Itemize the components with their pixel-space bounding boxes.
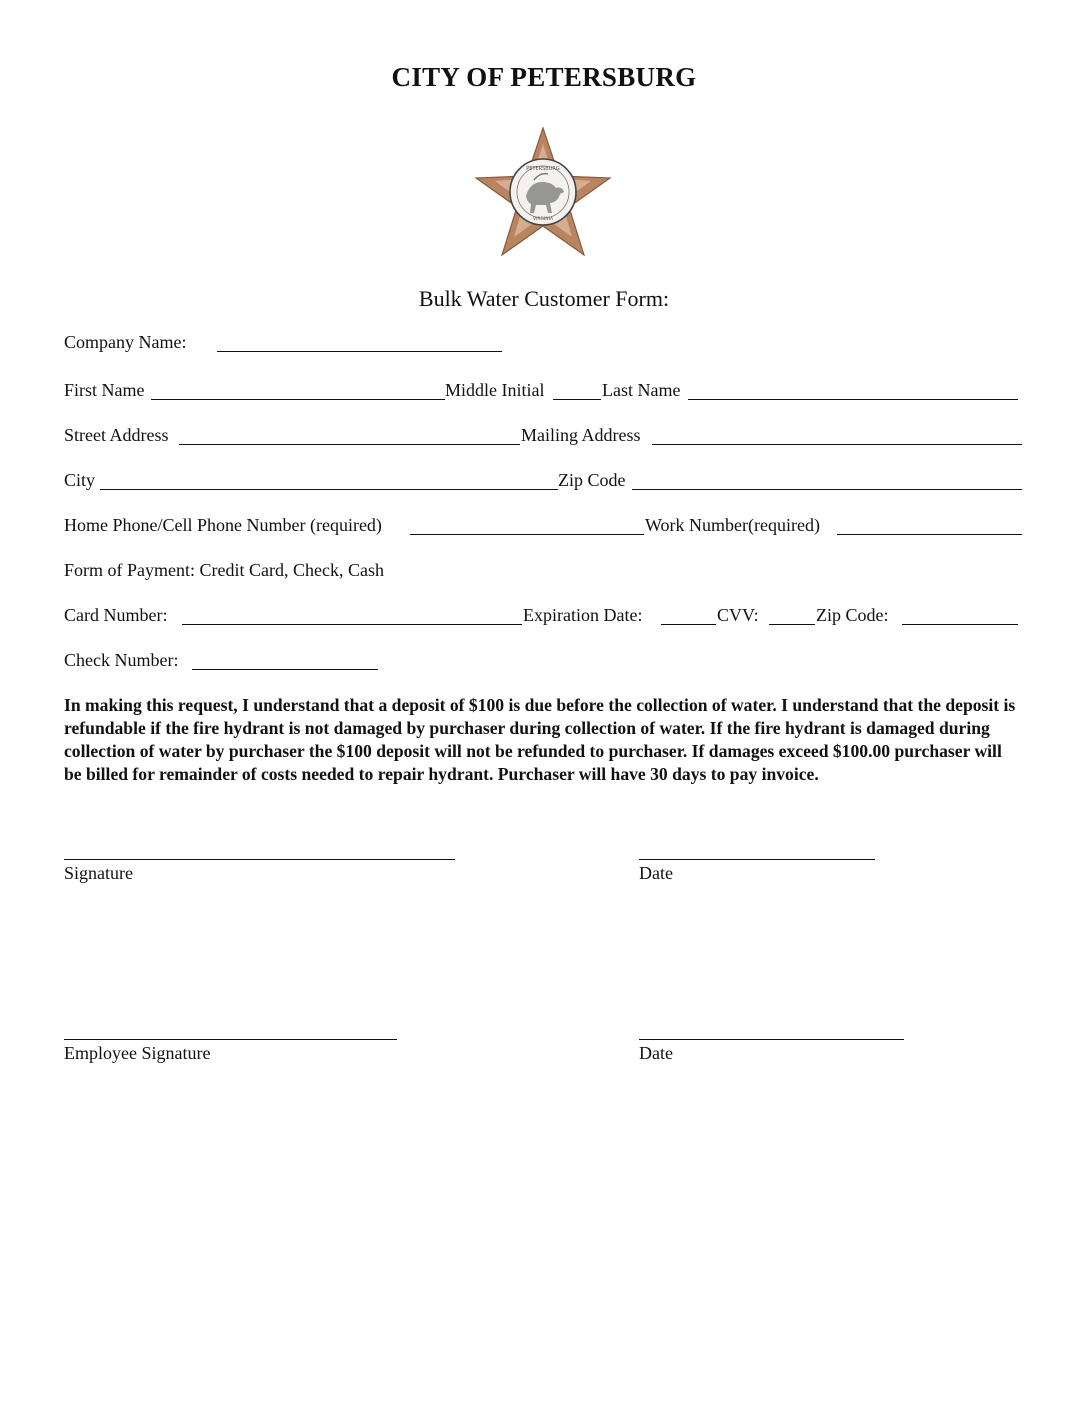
cvv-field[interactable] <box>769 624 815 625</box>
cvv-label: CVV: <box>717 605 759 625</box>
date-field-1[interactable] <box>639 859 875 860</box>
expiration-date-field[interactable] <box>661 624 716 625</box>
form-title: Bulk Water Customer Form: <box>418 286 670 311</box>
card-zip-label: Zip Code: <box>816 605 889 625</box>
signature-field[interactable] <box>64 859 455 860</box>
middle-initial-label: Middle Initial <box>445 380 545 400</box>
employee-signature-label: Employee Signature <box>64 1043 211 1063</box>
last-name-field[interactable] <box>688 399 1018 400</box>
street-address-field[interactable] <box>179 444 520 445</box>
deposit-notice: In making this request, I understand that a deposit of $100 is due before the collection of water. I understand that the deposit is refundable if the fire hydrant is not damaged by purchaser during collection of water. If the fire hydrant is damaged during collection of water by purchaser the $100 deposit will not be refunded to purchaser. If damages exceed $100.00 purchaser will be billed for remainder of costs needed to repair hydrant. Purchaser will have 30 days to pay invoice. <box>64 695 1016 784</box>
mailing-address-field[interactable] <box>652 444 1022 445</box>
home-phone-label: Home Phone/Cell Phone Number (required) <box>64 515 382 535</box>
first-name-field[interactable] <box>151 399 445 400</box>
payment-form-label: Form of Payment: Credit Card, Check, Cash <box>64 560 384 580</box>
date-label-1: Date <box>639 863 673 883</box>
svg-text:PETERSBURG: PETERSBURG <box>526 166 560 172</box>
svg-text:VIRGINIA: VIRGINIA <box>532 217 554 222</box>
check-number-field[interactable] <box>192 669 378 670</box>
home-phone-field[interactable] <box>410 534 644 535</box>
date-field-2[interactable] <box>639 1039 904 1040</box>
card-zip-field[interactable] <box>902 624 1018 625</box>
city-seal-star-icon <box>474 126 612 256</box>
city-field[interactable] <box>100 489 558 490</box>
city-label: City <box>64 470 96 490</box>
company-name-field[interactable] <box>217 351 502 352</box>
first-name-label: First Name <box>64 380 145 400</box>
expiration-date-label: Expiration Date: <box>523 605 643 625</box>
last-name-label: Last Name <box>602 380 681 400</box>
zip-code-label: Zip Code <box>558 470 626 490</box>
page-title: CITY OF PETERSBURG <box>391 62 697 92</box>
work-number-label: Work Number(required) <box>645 515 820 535</box>
date-label-2: Date <box>639 1043 673 1063</box>
company-name-label: Company Name: <box>64 332 187 352</box>
street-address-label: Street Address <box>64 425 169 445</box>
mailing-address-label: Mailing Address <box>521 425 641 445</box>
middle-initial-field[interactable] <box>553 399 601 400</box>
signature-label: Signature <box>64 863 133 883</box>
zip-code-field[interactable] <box>632 489 1022 490</box>
card-number-label: Card Number: <box>64 605 168 625</box>
check-number-label: Check Number: <box>64 650 179 670</box>
card-number-field[interactable] <box>182 624 522 625</box>
work-number-field[interactable] <box>837 534 1022 535</box>
employee-signature-field[interactable] <box>64 1039 397 1040</box>
